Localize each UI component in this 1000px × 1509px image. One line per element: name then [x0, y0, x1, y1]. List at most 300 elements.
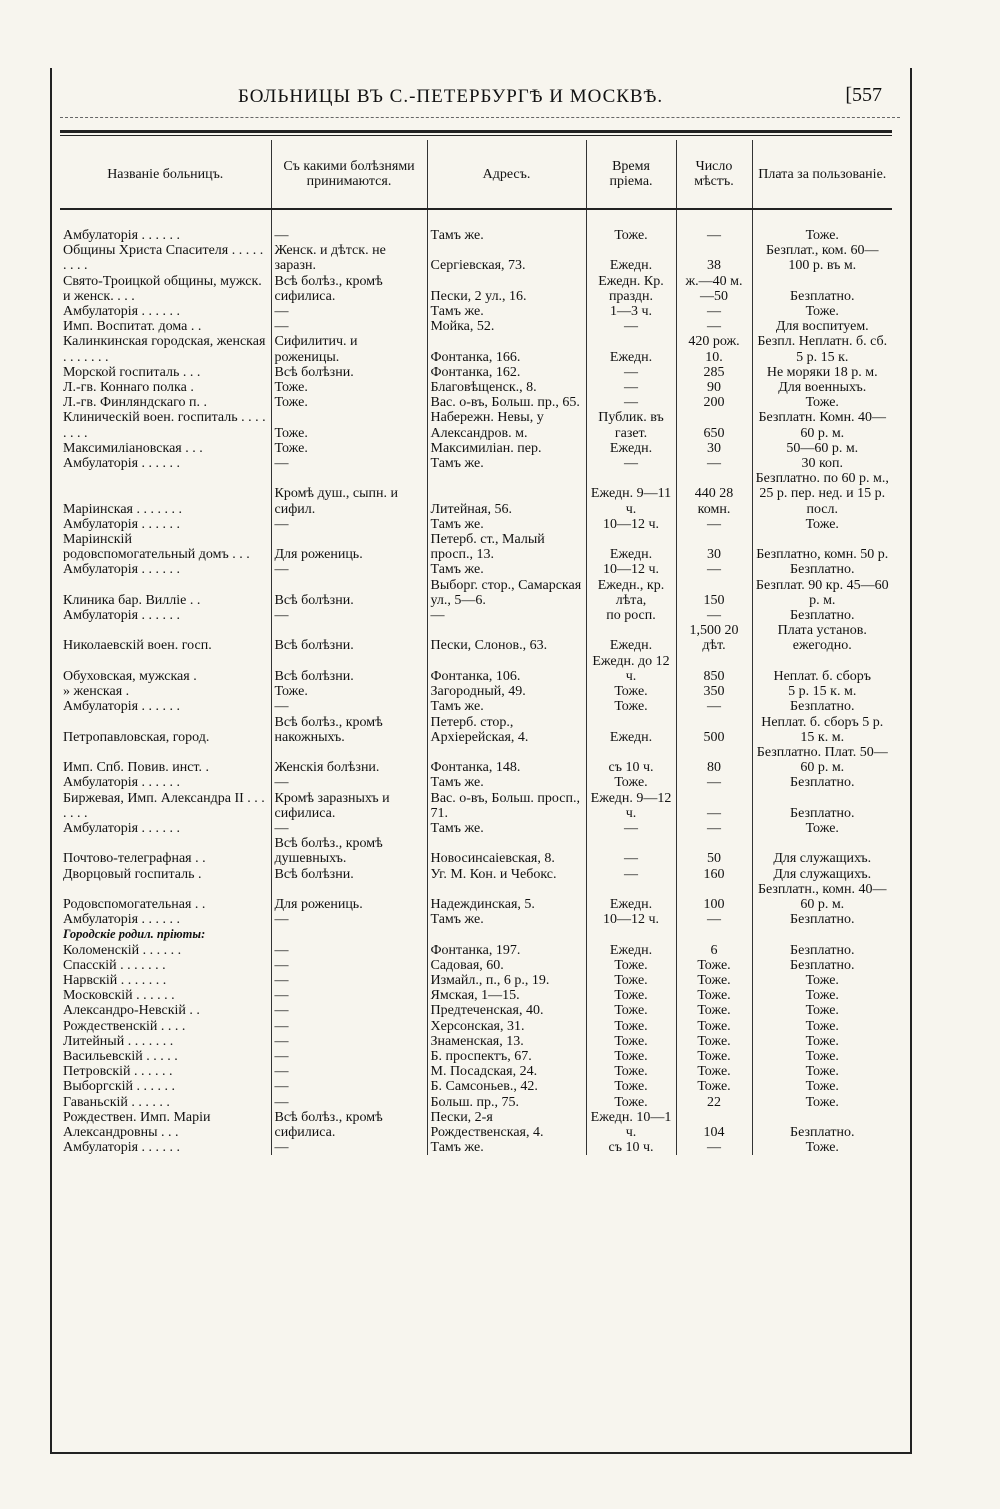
address-cell: Тамъ же. [427, 562, 586, 577]
time-cell: Тоже. [586, 775, 676, 790]
time-cell: 10—12 ч. [586, 562, 676, 577]
diseases-cell: — [271, 699, 427, 714]
table-row [60, 304, 892, 319]
address-cell: Максимиліан. пер. [427, 441, 586, 456]
address-cell: Садовая, 60. [427, 958, 586, 973]
table-row [60, 456, 892, 471]
hospital-name: Амбулаторія . . . . . . [63, 699, 181, 715]
beds-cell: 650 [676, 410, 752, 440]
empty-cell [271, 927, 427, 942]
address-cell: Вас. о-въ, Больш. пр., 65. [427, 395, 586, 410]
time-cell: Тоже. [586, 988, 676, 1003]
address-cell: Тамъ же. [427, 775, 586, 790]
address-cell: Предтеченская, 40. [427, 1003, 586, 1018]
diseases-cell: Всѣ болѣзни. [271, 365, 427, 380]
hospital-name: Свято-Троицкой общины, мужск. и женск. . . . [63, 273, 262, 304]
address-cell: Б. проспектъ, 67. [427, 1049, 586, 1064]
diseases-cell: — [271, 1079, 427, 1094]
empty-cell [586, 927, 676, 942]
beds-cell: Тоже. [676, 1003, 752, 1018]
beds-cell: 30 [676, 532, 752, 562]
table-row [60, 319, 892, 334]
hospital-name: Общины Христа Спасителя . . . . . . . . . [63, 243, 264, 274]
table-row [60, 395, 892, 410]
table-row [60, 334, 892, 364]
diseases-cell: Женск. и дѣтск. не заразн. [271, 243, 427, 273]
beds-cell: — [676, 1140, 752, 1155]
table-row [60, 1064, 892, 1079]
time-cell: — [586, 395, 676, 410]
hospital-name: » женская . [63, 684, 130, 700]
diseases-cell: — [271, 304, 427, 319]
address-cell: Тамъ же. [427, 699, 586, 714]
time-cell: Тоже. [586, 1049, 676, 1064]
address-cell: Пески, 2-я Рождественская, 4. [427, 1110, 586, 1140]
diseases-cell: — [271, 562, 427, 577]
address-cell: Тамъ же. [427, 1140, 586, 1155]
time-cell: Ежедн. [586, 441, 676, 456]
table-row [60, 867, 892, 882]
address-cell: Фонтанка, 162. [427, 365, 586, 380]
empty-cell [676, 927, 752, 942]
table-row [60, 791, 892, 821]
time-cell: Тоже. [586, 684, 676, 699]
hospital-name: Морской госпиталь . . . [63, 364, 201, 380]
beds-cell: 285 [676, 365, 752, 380]
diseases-cell: — [271, 973, 427, 988]
time-cell: — [586, 319, 676, 334]
table-row [60, 654, 892, 684]
beds-cell: 80 [676, 745, 752, 775]
fee-cell: Безплатно. [752, 775, 892, 790]
table-row [60, 380, 892, 395]
table-row [60, 882, 892, 912]
beds-cell: 420 рож. 10. [676, 334, 752, 364]
diseases-cell: — [271, 517, 427, 532]
table-row [60, 608, 892, 623]
diseases-cell: Всѣ болѣзни. [271, 867, 427, 882]
time-cell: Тоже. [586, 228, 676, 243]
diseases-cell: — [271, 1019, 427, 1034]
table-row [60, 471, 892, 517]
hospital-name: Амбулаторія . . . . . . [63, 456, 181, 472]
table-row [60, 578, 892, 608]
address-cell: Фонтанка, 106. [427, 654, 586, 684]
fee-cell: Тоже. [752, 973, 892, 988]
table-row [60, 1049, 892, 1064]
diseases-cell: Всѣ болѣз., кромѣ накожныхъ. [271, 715, 427, 745]
empty-cell [427, 927, 586, 942]
time-cell: — [586, 836, 676, 866]
beds-cell: 90 [676, 380, 752, 395]
diseases-cell: — [271, 608, 427, 623]
beds-cell: 100 [676, 882, 752, 912]
address-cell: Ямская, 1—15. [427, 988, 586, 1003]
time-cell: Публик. въ газет. [586, 410, 676, 440]
address-cell: Новосинсаіевская, 8. [427, 836, 586, 866]
fee-cell: Плата установ. ежегодно. [752, 623, 892, 653]
diseases-cell: — [271, 1003, 427, 1018]
hospital-name: Дворцовый госпиталь . [63, 866, 202, 882]
hospital-name: Рождествен. Имп. Маріи Александровны . . . [63, 1109, 211, 1140]
fee-cell: Безплатно. [752, 958, 892, 973]
address-cell: Надеждинская, 5. [427, 882, 586, 912]
address-cell: Набережн. Невы, у Александров. м. [427, 410, 586, 440]
time-cell: Ежедн. 10—1 ч. [586, 1110, 676, 1140]
beds-cell: 200 [676, 395, 752, 410]
address-cell: Тамъ же. [427, 456, 586, 471]
hospital-name: Рождественскій . . . . [63, 1018, 186, 1034]
diseases-cell: Сифилитич. и роженицы. [271, 334, 427, 364]
hospital-name: Маріинскій родовспомогательный домъ . . . [63, 532, 250, 563]
hospital-name: Александро-Невскій . . [63, 1003, 200, 1019]
beds-cell: 6 [676, 943, 752, 958]
time-cell: — [586, 380, 676, 395]
beds-cell: Тоже. [676, 973, 752, 988]
hospital-name: Амбулаторія . . . . . . [63, 1140, 181, 1156]
fee-cell: Безплат. 90 кр. 45—60 р. м. [752, 578, 892, 608]
address-cell: Загородный, 49. [427, 684, 586, 699]
fee-cell: Для воспитуем. [752, 319, 892, 334]
table-row [60, 684, 892, 699]
time-cell: Ежедн. [586, 532, 676, 562]
beds-cell: 500 [676, 715, 752, 745]
address-cell: Мойка, 52. [427, 319, 586, 334]
time-cell: Ежедн., кр. лѣта, [586, 578, 676, 608]
address-cell: Петерб. ст., Малый просп., 13. [427, 532, 586, 562]
fee-cell: Безплатно. [752, 912, 892, 927]
diseases-cell: — [271, 1140, 427, 1155]
fee-cell: Не моряки 18 р. м. [752, 365, 892, 380]
fee-cell: Тоже. [752, 1140, 892, 1155]
beds-cell: — [676, 608, 752, 623]
fee-cell: Безпл. Неплатн. б. сб. 5 р. 15 к. [752, 334, 892, 364]
beds-cell: 38 [676, 243, 752, 273]
fee-cell: 50—60 р. м. [752, 441, 892, 456]
fee-cell: Для служащихъ. [752, 836, 892, 866]
column-header-diseases: Съ какими болѣзнями принимаются. [271, 140, 427, 209]
fee-cell: Тоже. [752, 1079, 892, 1094]
diseases-cell: Тоже. [271, 441, 427, 456]
address-cell: Знаменская, 13. [427, 1034, 586, 1049]
hospital-name: Родовспомогательная . . [63, 896, 206, 912]
diseases-cell: Тоже. [271, 395, 427, 410]
address-cell: Выборг. стор., Самарская ул., 5—6. [427, 578, 586, 608]
fee-cell: Для служащихъ. [752, 867, 892, 882]
address-cell: Вас. о-въ, Больш. просп., 71. [427, 791, 586, 821]
hospital-name: Почтово-телеграфная . . [63, 851, 206, 867]
time-cell: Ежедн. [586, 243, 676, 273]
table-row [60, 988, 892, 1003]
diseases-cell: Тоже. [271, 410, 427, 440]
fee-cell: Тоже. [752, 821, 892, 836]
beds-cell: — [676, 791, 752, 821]
diseases-cell: — [271, 228, 427, 243]
fee-cell: Тоже. [752, 395, 892, 410]
time-cell: 1—3 ч. [586, 304, 676, 319]
diseases-cell: — [271, 988, 427, 1003]
hospital-name: Клиническій воен. госпиталь . . . . . . . . [63, 410, 266, 441]
beds-cell: Тоже. [676, 1019, 752, 1034]
time-cell: 10—12 ч. [586, 912, 676, 927]
hospital-table [60, 140, 892, 1155]
table-row [60, 912, 892, 927]
header-rule-thin [60, 135, 892, 136]
hospital-name: Васильевскій . . . . . [63, 1048, 178, 1064]
hospital-name: Клиника бар. Вилліе . . [63, 592, 201, 608]
time-cell: Тоже. [586, 1079, 676, 1094]
beds-cell: — [676, 517, 752, 532]
page-frame [50, 68, 912, 1454]
time-cell: — [586, 456, 676, 471]
column-header-name: Названіе больницъ. [60, 140, 271, 209]
beds-cell: — [676, 775, 752, 790]
fee-cell: Тоже. [752, 1003, 892, 1018]
fee-cell: Безплатно. Плат. 50—60 р. м. [752, 745, 892, 775]
table-row [60, 821, 892, 836]
table-row [60, 836, 892, 866]
fee-cell: 5 р. 15 к. м. [752, 684, 892, 699]
diseases-cell: Всѣ болѣзни. [271, 623, 427, 653]
beds-cell: — [676, 562, 752, 577]
beds-cell: Тоже. [676, 988, 752, 1003]
beds-cell: 22 [676, 1095, 752, 1110]
hospital-name: Калинкинская городская, женская . . . . . . . [63, 334, 266, 365]
table-row [60, 532, 892, 562]
fee-cell: Тоже. [752, 517, 892, 532]
ornament-rule [60, 117, 900, 121]
time-cell: — [586, 365, 676, 380]
fee-cell: Безплатно. [752, 1110, 892, 1140]
beds-cell: — [676, 912, 752, 927]
fee-cell: Тоже. [752, 1049, 892, 1064]
address-cell: Тамъ же. [427, 304, 586, 319]
fee-cell: Безплатно. [752, 562, 892, 577]
fee-cell: Безплатно. [752, 608, 892, 623]
hospital-name: Амбулаторія . . . . . . [63, 912, 181, 928]
fee-cell: Неплат. б. сборъ 5 р. 15 к. м. [752, 715, 892, 745]
hospital-name: Выборгскій . . . . . . [63, 1079, 176, 1095]
beds-cell: — [676, 304, 752, 319]
diseases-cell: — [271, 1064, 427, 1079]
hospital-name: Амбулаторія . . . . . . [63, 608, 181, 624]
hospital-name: Л.-гв. Финляндскаго п. . [63, 395, 207, 411]
address-cell: Больш. пр., 75. [427, 1095, 586, 1110]
beds-cell: 50 [676, 836, 752, 866]
hospital-name: Амбулаторія . . . . . . [63, 304, 181, 320]
hospital-name: Николаевскій воен. госп. [63, 638, 212, 654]
address-cell: Фонтанка, 148. [427, 745, 586, 775]
time-cell: Тоже. [586, 1095, 676, 1110]
fee-cell: Безплатно. [752, 699, 892, 714]
beds-cell: — [676, 821, 752, 836]
table-row [60, 699, 892, 714]
table-row [60, 775, 892, 790]
time-cell: Ежедн. 9—12 ч. [586, 791, 676, 821]
diseases-cell: Кромѣ заразныхъ и сифилиса. [271, 791, 427, 821]
table-row [60, 1019, 892, 1034]
beds-cell: 160 [676, 867, 752, 882]
diseases-cell: — [271, 456, 427, 471]
hospital-name: Биржевая, Имп. Александра II . . . . . . . [63, 790, 265, 821]
time-cell: Тоже. [586, 1019, 676, 1034]
time-cell: по росп. [586, 608, 676, 623]
fee-cell: Безплатно. [752, 943, 892, 958]
hospital-name: Спасскій . . . . . . . [63, 957, 166, 973]
address-cell: Сергіевская, 73. [427, 243, 586, 273]
time-cell: Тоже. [586, 1003, 676, 1018]
hospital-name: Амбулаторія . . . . . . [63, 820, 181, 836]
fee-cell: Тоже. [752, 1034, 892, 1049]
time-cell: Тоже. [586, 1034, 676, 1049]
beds-cell: 350 [676, 684, 752, 699]
fee-cell: Безплатно. по 60 р. м., 25 р. пер. нед. и 15 р. посл. [752, 471, 892, 517]
beds-cell: 104 [676, 1110, 752, 1140]
diseases-cell: — [271, 319, 427, 334]
time-cell: Тоже. [586, 958, 676, 973]
fee-cell: Тоже. [752, 1095, 892, 1110]
address-cell: Фонтанка, 166. [427, 334, 586, 364]
hospital-name: Петровскій . . . . . . [63, 1064, 173, 1080]
hospital-name: Литейный . . . . . . . [63, 1033, 174, 1049]
diseases-cell: Всѣ болѣз., кромѣ сифилиса. [271, 1110, 427, 1140]
diseases-cell: Для рожениць. [271, 532, 427, 562]
address-cell: Пески, Слонов., 63. [427, 623, 586, 653]
hospital-name: Имп. Воспитат. дома . . [63, 319, 202, 335]
table-row [60, 973, 892, 988]
page-title: БОЛЬНИЦЫ ВЪ С.-ПЕТЕРБУРГѢ И МОСКВѢ. [238, 86, 664, 107]
hospital-name: Л.-гв. Коннаго полка . [63, 380, 194, 396]
address-cell: Тамъ же. [427, 517, 586, 532]
table-row [60, 623, 892, 653]
beds-cell: Тоже. [676, 1064, 752, 1079]
diseases-cell: — [271, 1049, 427, 1064]
beds-cell: 850 [676, 654, 752, 684]
beds-cell: Тоже. [676, 1079, 752, 1094]
section-heading: Городскіе родил. пріюты: [63, 927, 206, 942]
fee-cell: Безплатно. [752, 274, 892, 304]
diseases-cell: — [271, 775, 427, 790]
running-header [52, 68, 910, 128]
fee-cell: Для военныхъ. [752, 380, 892, 395]
diseases-cell: Тоже. [271, 380, 427, 395]
hospital-name: Обуховская, мужская . [63, 668, 197, 684]
fee-cell: Безплатно. [752, 791, 892, 821]
empty-cell [752, 927, 892, 942]
hospital-name: Коломенскій . . . . . . [63, 942, 182, 958]
diseases-cell: Всѣ болѣзни. [271, 654, 427, 684]
table-row [60, 745, 892, 775]
address-cell: Тамъ же. [427, 912, 586, 927]
fee-cell: Тоже. [752, 228, 892, 243]
hospital-name: Нарвскій . . . . . . . [63, 972, 167, 988]
fee-cell: Тоже. [752, 1064, 892, 1079]
column-header-time: Время пріема. [586, 140, 676, 209]
beds-cell: — [676, 319, 752, 334]
table-row [60, 1034, 892, 1049]
hospital-name: Гаваньскій . . . . . . [63, 1094, 170, 1110]
hospital-name: Амбулаторія . . . . . . [63, 562, 181, 578]
time-cell: Тоже. [586, 1064, 676, 1079]
column-header-fee: Плата за пользованіе. [752, 140, 892, 209]
header-rule-thick [60, 130, 892, 133]
diseases-cell: — [271, 1034, 427, 1049]
fee-cell: Безплат., ком. 60—100 р. въ м. [752, 243, 892, 273]
beds-cell: Тоже. [676, 1034, 752, 1049]
table-row [60, 958, 892, 973]
hospital-name: Маріинская . . . . . . . [63, 501, 182, 517]
table-row [60, 1079, 892, 1094]
beds-cell: — [676, 699, 752, 714]
table-row [60, 1003, 892, 1018]
spacer-row [60, 209, 892, 228]
hospital-name: Амбулаторія . . . . . . [63, 775, 181, 791]
beds-cell: — [676, 456, 752, 471]
hospital-name: Московскій . . . . . . [63, 988, 175, 1004]
table-header-row [60, 140, 892, 209]
table-row [60, 1140, 892, 1155]
hospital-name: Максимиліановская . . . [63, 440, 203, 456]
address-cell: Петерб. стор., Архіерейская, 4. [427, 715, 586, 745]
table-row [60, 410, 892, 440]
address-cell: Уг. М. Кон. и Чебокс. [427, 867, 586, 882]
diseases-cell: Для рожениць. [271, 882, 427, 912]
beds-cell: — [676, 228, 752, 243]
fee-cell: Безплатн. Комн. 40—60 р. м. [752, 410, 892, 440]
fee-cell: Неплат. б. сборъ [752, 654, 892, 684]
address-cell: Благовѣщенск., 8. [427, 380, 586, 395]
diseases-cell: Всѣ болѣз., кромѣ душевныхъ. [271, 836, 427, 866]
fee-cell: Тоже. [752, 304, 892, 319]
address-cell: — [427, 608, 586, 623]
table-row [60, 517, 892, 532]
diseases-cell: — [271, 943, 427, 958]
time-cell: Ежедн. до 12 ч. [586, 654, 676, 684]
diseases-cell: — [271, 958, 427, 973]
beds-cell: 150 [676, 578, 752, 608]
time-cell: Тоже. [586, 973, 676, 988]
column-header-address: Адресъ. [427, 140, 586, 209]
time-cell: съ 10 ч. [586, 745, 676, 775]
time-cell: Ежедн. 9—11 ч. [586, 471, 676, 517]
table-body [60, 209, 892, 1155]
time-cell: Ежедн. [586, 334, 676, 364]
address-cell: Фонтанка, 197. [427, 943, 586, 958]
time-cell: Ежедн. Кр. праздн. [586, 274, 676, 304]
diseases-cell: — [271, 1095, 427, 1110]
time-cell: — [586, 867, 676, 882]
diseases-cell: Всѣ болѣз., кромѣ сифилиса. [271, 274, 427, 304]
page-number: [557 [845, 84, 882, 106]
hospital-name: Имп. Спб. Повив. инст. . [63, 760, 210, 776]
time-cell: съ 10 ч. [586, 1140, 676, 1155]
time-cell: Тоже. [586, 699, 676, 714]
table-row [60, 274, 892, 304]
address-cell: Измайл., п., 6 р., 19. [427, 973, 586, 988]
hospital-name: Амбулаторія . . . . . . [63, 228, 181, 243]
beds-cell: Тоже. [676, 1049, 752, 1064]
beds-cell: Тоже. [676, 958, 752, 973]
address-cell: М. Посадская, 24. [427, 1064, 586, 1079]
diseases-cell: Тоже. [271, 684, 427, 699]
fee-cell: Тоже. [752, 1019, 892, 1034]
diseases-cell: Кромѣ душ., сыпн. и сифил. [271, 471, 427, 517]
table-row [60, 228, 892, 243]
diseases-cell: Женскія болѣзни. [271, 745, 427, 775]
address-cell: Тамъ же. [427, 821, 586, 836]
table-row [60, 943, 892, 958]
beds-cell: ж.—40 м.—50 [676, 274, 752, 304]
